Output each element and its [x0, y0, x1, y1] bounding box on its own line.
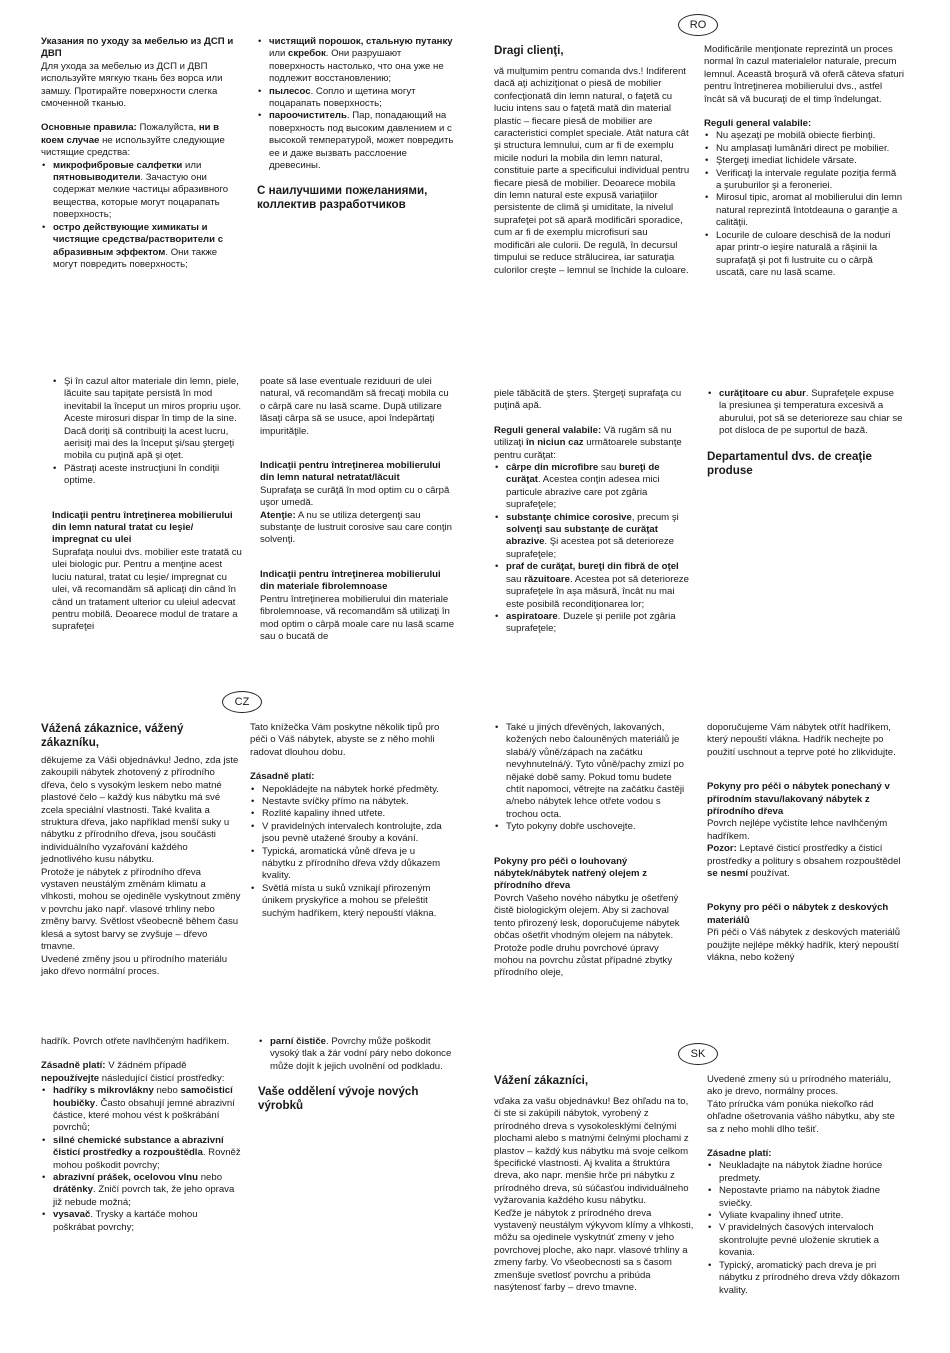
cz-oil-care-cont: doporučujeme Vám nábytek otřít hadříkem, který nepouští vlákna. Hadřík nechejte po použití uschnout a teprve poté ho zlikvidujte. [707, 722, 896, 758]
lang-badge-sk: SK [678, 1043, 718, 1065]
cz-column-5 [41, 1036, 241, 1234]
ro-column-4 [260, 376, 456, 643]
cz-column-1 [41, 722, 241, 978]
list-item: • Şi în cazul altor materiale din lemn, piele, lăcuite sau tapiţate persistă în mod inevitabil la început un miros propriu uşor. Aceste mirosuri dispar în timp de la sine. Dacă doriţi să contribuiţi la acest lucru, aerisiţi mai des la început şi/sau ştergeţi mobila cu puţină apă şi oţet. [64, 376, 242, 463]
cz-untreated-care-title: Pokyny pro péči o nábytek ponechaný v přírodním stavu/lakovaný nábytek z přírodního dřeva [707, 781, 890, 818]
sk-column-1 [494, 1074, 694, 1295]
cz-oil-care-text: Povrch Vašeho nového nábytku je ošetřený čistě biologickým olejem. Aby si zachoval tento přirozený lesk, doporučujeme nábytek občas ošetřit vhodným olejem na nábytek. Protože podle druhu povrchové úpravy mohou na povrchu zůstat případné zbytky přírodního oleje, [494, 892, 680, 979]
list-item: • Typický, aromatický pach dreva je pri nábytku z prírodného dreva vždy dôkazom kvality. [719, 1260, 907, 1297]
sk-intro-text-3: Uvedené zmeny sú u prírodného materiálu, ako je drevo, normálny proces. [707, 1074, 891, 1098]
cz-warning: Pozor: Leptavé čisticí prostředky a čisticí prostředky a politury s obsahem rozpouštědel se nesmí používat. [707, 843, 901, 880]
list-item: • aspiratoare. Duzele şi periile pot zgâria suprafeţele; [506, 611, 690, 636]
list-item: • Verificaţi la intervale regulate poziţia fermă a şuruburilor şi a feroneriei. [716, 168, 904, 193]
cz-fibre-care-title: Pokyny pro péči o nábytek z deskových materiálů [707, 902, 889, 926]
sk-intro-text-2: Keďže je nábytok z prírodného dreva vystavený neustálym výkyvom klímy a vlhkosti, môžu sa ojedinele vyskytnúť zmeny v jeho povrchovej ploche, ako napr. vlasové trhliny a zmeny farby. Vo všeobecnosti sa s časom zmenšuje svetlosť povrchu a pribúda nasýtenosť farby – drevo tmavne. [494, 1207, 694, 1294]
cz-column-2 [250, 722, 446, 920]
list-item: • Nestavte svíčky přímo na nábytek. [262, 796, 446, 808]
list-item: • Ştergeţi imediat lichidele vărsate. [716, 155, 904, 167]
list-item: • substanţe chimice corosive, precum şi solvenţi sau substanţe de curăţat abrazive. Şi acestea pot să deterioreze suprafeţele; [506, 512, 690, 562]
list-item: • Také u jiných dřevěných, lakovaných, kožených nebo čalouněných materiálů je slabá/ý vůně/zápach na začátku nevyhnutelná/ý. Tyto vůně/pachy zmizí po nějaké době samy. Pokud tomu budete chtít napomoci, větrejte na začátku častěji a/nebo nábytek lehce otřete vodou s trochou octa. [506, 722, 690, 821]
list-item: • Nu amplasaţi lumânări direct pe mobilier. [716, 143, 904, 155]
cz-column-6 [258, 1036, 458, 1113]
cz-oil-care-title: Pokyny pro péči o louhovaný nábytek/nábytek natřený olejem z přírodního dřeva [494, 855, 648, 892]
list-item: • Nu aşezaţi pe mobilă obiecte fierbinţi. [716, 130, 904, 142]
sk-intro-text: vďaka za vašu objednávku! Bez ohľadu na to, či ste si zakúpili nábytok, vyrobený z prírodného dreva s vysokolesklými čelnými plochami alebo s matnými čelnými plochami z plastov – každý kus nábytku má svoje celkom špecifické vlastnosti. Aj kvalita a štruktúra dreva, ako napr. menšie hrče pri nábytku z prírodného dreva, sú súčasťou individuálneho vyžarovania každého kusu nábytku. [494, 1096, 689, 1207]
list-item: • V pravidelných intervalech kontrolujte, zda jsou pevně utažené šrouby a kování. [262, 821, 446, 846]
cz-greeting: Vážená zákaznice, vážený zákazníku, [41, 722, 184, 749]
list-item: • silné chemické substance a abrazivní čisticí prostředky a rozpouštědla. Rovněž mohou poškodit povrchy; [53, 1135, 241, 1172]
list-item: • hadříky s mikrovlákny nebo samočisticí houbičky. Často obsahují jemné abrazivní částice, které mohou vést k poškrábání povrchů; [53, 1085, 241, 1135]
list-item: • abrazivní prášek, ocelovou vlnu nebo drátěnky. Zničí povrch tak, že jeho oprava již nebude možná; [53, 1172, 241, 1209]
ro-forbidden-list-cont [707, 388, 903, 438]
lang-badge-ro: RO [678, 14, 718, 36]
ro-column-5 [494, 388, 690, 636]
list-item: • praf de curăţat, bureţi din fibră de oţel sau răzuitoare. Acestea pot să deterioreze suprafeţele în aşa măsură, încât nu mai este posibilă recondiţionarea lor; [506, 561, 690, 611]
sk-column-2 [707, 1074, 907, 1297]
ro-column-2 [704, 44, 904, 279]
ro-oil-care-text: Suprafaţa noului dvs. mobilier este tratată cu ulei biologic pur. Pentru a menţine acest luciu natural, tratat cu leşie/ impregnat cu ulei, vă recomandăm să aplicaţi din când în când un tratament ulterior cu uleiul adecvat pentru mobilă. Deoarece modul de tratare a suprafeţei [52, 546, 242, 633]
ro-fibre-care-text: Pentru întreţinerea mobilierului din materiale fibrolemnoase, vă recomandăm să utilizaţi în mod optim o cârpă moale care nu lasă scame sau o bucată de [260, 593, 455, 642]
ro-column-6 [707, 388, 903, 478]
cz-forbidden-list [41, 1085, 241, 1234]
sk-rules-title: Zásadne platí: [707, 1148, 772, 1160]
list-item: • Păstraţi aceste instrucţiuni în condiţii optime. [64, 463, 242, 488]
ro-untreated-care-text: Suprafaţa se curăţă în mod optim cu o cârpă uşor umedă. [260, 484, 450, 509]
sk-rules-list [707, 1160, 907, 1296]
ru-column-1 [41, 36, 241, 271]
ro-untreated-care-title: Indicaţii pentru întreţinerea mobilierului din lemn natural netratat/lăcuit [260, 460, 441, 484]
cz-rules-list [250, 784, 446, 920]
ru-care-intro: Для ухода за мебелью из ДСП и ДВП используйте мягкую ткань без ворса или замшу. Протирайте поверхности слегка смоченной тканью. [41, 60, 223, 110]
list-item: • V pravidelných časových intervaloch skontrolujte pevné uloženie skrutiek a kovania. [719, 1222, 907, 1259]
list-item: • vysavač. Trysky a kartáče mohou poškrábat povrchy; [53, 1209, 241, 1234]
list-item: • Světlá místa u suků vznikají přirozeným únikem pryskyřice a mohou se přeleštit suchým hadříkem, který nepouští vlákna. [262, 883, 446, 920]
cz-column-4 [707, 722, 903, 965]
cz-rules-title: Zásadně platí: [250, 771, 315, 783]
ro-greeting: Dragi clienţi, [494, 44, 564, 57]
list-item: • Tyto pokyny dobře uschovejte. [506, 821, 690, 833]
ro-column-3 [52, 376, 242, 634]
ro-closing: Departamentul dvs. de creaţie produse [707, 449, 872, 477]
ro-forbidden-list [494, 462, 690, 636]
ru-rules-lead: Основные правила: [41, 122, 137, 134]
list-item: • Typická, aromatická vůně dřeva je u nábytku z přírodního dřeva vždy důkazem kvality. [262, 846, 446, 883]
cz-forbidden-list-cont [258, 1036, 458, 1073]
ru-rules-paragraph: Основные правила: Пожалуйста, ни в коем случае не используйте следующие чистящие средства: [41, 122, 225, 159]
list-item: • пароочиститель. Пар, попадающий на поверхность под высоким давлением и с высокой температурой, может повредить ее и даже вызвать расслоение древесины. [269, 110, 457, 172]
list-item: • Rozlité kapaliny ihned utřete. [262, 808, 446, 820]
ru-closing: С наилучшими пожеланиями, коллектив разработчиков [257, 184, 428, 212]
ro-intro-text-2: Modificările menţionate reprezintă un proces normal în cazul materialelor naturale, precum lemnul. Această broşură vă oferă câteva sfaturi pentru întreţinerea mobilierului dvs., astfel încât să vă bucuraţi de el timp îndelungat. [704, 44, 904, 105]
ro-rules-list-cont [52, 376, 242, 488]
ro-rules-list [704, 130, 904, 279]
sk-greeting: Vážení zákazníci, [494, 1074, 589, 1087]
list-item: • чистящий порошок, стальную путанку или скребок. Они разрушают поверхность настолько, что она уже не подлежит восстановлению; [269, 36, 457, 86]
cz-intro-text-2: Protože je nábytek z přírodního dřeva vystaven neustálým změnám klimatu a vlhkosti, mohou se ojediněle vyskytnout změny v povrchu jako např. vlasové trhliny nebo změny barvy. Světlost všeobecně během času klesá a sytost barvy se zvyšuje – dřevo tmavne. [41, 866, 241, 953]
list-item: • остро действующие химикаты и чистящие средства/растворители с абразивным эффектом. Они также могут повредить поверхность; [53, 222, 241, 272]
lang-badge-cz: CZ [222, 691, 262, 713]
ro-oil-care-cont: poate să lase eventuale reziduuri de ulei natural, vă recomandăm să frecaţi mobila cu o cârpă care nu lasă scame. După utilizare lăsaţi cârpa să se usuce, apoi îndepărtaţi impurităţile. [260, 376, 449, 437]
list-item: • parní čističe. Povrchy může poškodit vysoký tlak a žár vodní páry nebo dokonce může dojít k jejich uvolnění od podkladu. [270, 1036, 458, 1073]
list-item: • Nepostavte priamo na nábytok žiadne sviečky. [719, 1185, 907, 1210]
list-item: • Locurile de culoare deschisă de la noduri apar printr-o ieşire naturală a răşinii la suprafaţă şi pot fi lustruite cu o cârpă uscată, care nu lasă scame. [716, 230, 904, 280]
cz-untreated-care-text: Povrch nejlépe vyčistíte lehce navlhčeným hadříkem. [707, 818, 888, 842]
cz-general-rules: Zásadně platí: V žádném případě nepoužívejte následující čisticí prostředky: [41, 1060, 225, 1084]
sk-booklet-text: Táto príručka vám ponúka niekoľko rád ohľadne ošetrovania vášho nábytku, aby ste sa z neho mohli dlho tešiť. [707, 1098, 895, 1135]
list-item: • пылесос. Сопло и щетина могут поцарапать поверхность; [269, 86, 457, 111]
ru-care-title: Указания по уходу за мебелью из ДСП и ДВП [41, 36, 234, 60]
ro-warning: Atenţie: A nu se utiliza detergenţi sau substanţe de lustruit corosive sau care conţin solvenţi. [260, 509, 452, 546]
ro-column-1 [494, 44, 690, 277]
ru-forbidden-list-cont [257, 36, 457, 172]
cz-column-3 [494, 722, 690, 980]
ru-column-2 [257, 36, 457, 212]
ro-intro-text: vă mulţumim pentru comanda dvs.! Indiferent dacă aţi achiziţionat o piesă de mobilier confecţionată din lemn natural, o faţetă cu luciu intens sau o faţetă mată din material plastic – fiecare piesă de mobilier are caracteristici complet speciale. Atât natura cât şi structura lemnului, cum ar fi de exemplu micile noduri la mobila din lemn natural, constituie parte a specificului individual pentru fiecare piesă de mobilier. Deoarece mobila din lemn natural este expusă variaţiilor persistente de climă şi umiditate, la nivelul suprafeţei pot să apară modificări sporadice, cum ar fi de exemplu microfisuri sau modificări ale culorii. De regulă, în decursul timpului se reduce strălucirea, iar saturaţia culorilor creşte – lemnul se închide la culoare. [494, 66, 690, 276]
ro-rules-title: Reguli general valabile: [704, 118, 812, 130]
cz-rules-list-cont [494, 722, 690, 834]
list-item: • cârpe din microfibre sau bureţi de curăţat. Acestea conţin adesea mici particule abrazive care pot zgâria suprafeţele; [506, 462, 690, 512]
ro-general-rules: Reguli general valabile: Vă rugăm să nu utilizaţi în niciun caz următoarele substanţe pentru curăţat: [494, 424, 682, 461]
list-item: • curăţitoare cu abur. Suprafeţele expuse la presiunea şi temperatura excesivă a aburului, pot să se deterioreze sau chiar se pot disloca de pe suportul de bază. [719, 388, 903, 438]
cz-fibre-care-cont: hadřík. Povrch otřete navlhčeným hadříkem. [41, 1036, 230, 1047]
cz-closing: Vaše oddělení vývoje nových výrobků [258, 1085, 419, 1113]
ro-fibre-care-cont: piele tăbăcită de şters. Ştergeţi suprafaţa cu puţină apă. [494, 388, 682, 412]
ro-fibre-care-title: Indicaţii pentru întreţinerea mobilierului din materiale fibrolemnoase [260, 568, 441, 593]
list-item: • микрофибровые салфетки или пятновыводители. Зачастую они содержат мелкие частицы абразивного вещества, которые могут поцарапать поверхность; [53, 160, 241, 222]
list-item: • Nepokládejte na nábytek horké předměty. [262, 784, 446, 796]
list-item: • Vyliate kvapaliny ihneď utrite. [719, 1210, 907, 1222]
ru-forbidden-list [41, 160, 241, 272]
cz-booklet-text: Tato knížečka Vám poskytne několik tipů pro péči o Váš nábytek, abyste se z něho mohli radovat dlouhou dobu. [250, 722, 440, 758]
cz-intro-text-3: Uvedené změny jsou u přírodního materiálu jako dřevo normální proces. [41, 953, 228, 977]
list-item: • Neukladajte na nábytok žiadne horúce predmety. [719, 1160, 907, 1185]
ro-oil-care-title: Indicaţii pentru întreţinerea mobilierului din lemn natural tratat cu leşie/ impregnat cu ulei [52, 509, 233, 546]
list-item: • Mirosul tipic, aromat al mobilierului din lemn natural reprezintă întotdeauna o garanţie a calităţii. [716, 192, 904, 229]
cz-fibre-care-text: Při péči o Váš nábytek z deskových materiálů použijte nejlépe měkký hadřík, který nepouští vlákna, nebo kožený [707, 927, 901, 964]
cz-intro-text: děkujeme za Váši objednávku! Jedno, zda jste zakoupili nábytek zhotovený z přírodního dřeva, čelo s vysokým leskem nebo matné plastové čelo – každý kus nábytku má své zcela speciální vlastnosti. Také kvalita a struktura dřeva, jako například menší suky u nábytku z přírodního dřeva, jsou součásti individuálního vyzařování každého jednotlivého kusu nábytku. [41, 755, 239, 866]
